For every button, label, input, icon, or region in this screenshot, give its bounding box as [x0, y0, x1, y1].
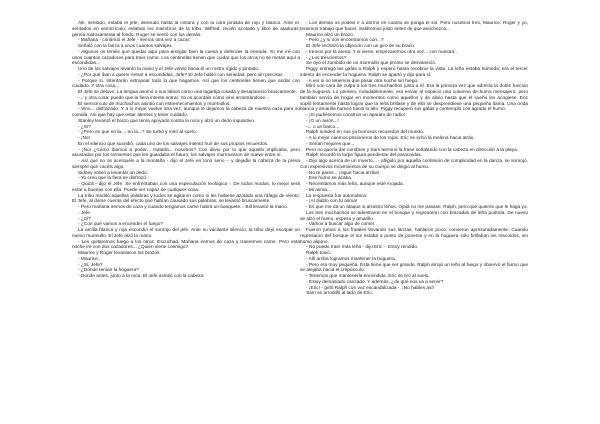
right-paragraph: - Estoy demasiado cansado. Y además, ¿de qué nos va a servir? [306, 279, 444, 285]
right-paragraph: La respuesta fue automática: [306, 193, 368, 199]
left-paragraph: En el silencio que sucedió, cada uno de los salvajes intentó huir de sus propios recuerdos. [78, 141, 269, 147]
right-paragraph: - Iremos por la arena. Y si viene, empezaremos otra vez... con nuestra... [306, 49, 459, 55]
right-paragraph: Ralph tosió. [306, 251, 332, 256]
right-paragraph: Sam se arrodilló al lado de Eric. [306, 291, 374, 297]
right-paragraph: - A lo mejor caemos prisioneros de los rojos. Eric se echó la melena hacia atrás. [306, 136, 475, 141]
left-paragraph: - ¿Sí? [78, 216, 91, 222]
left-text-column [72, 21, 300, 280]
right-paragraph: - Vamos a buscar algo de comer. [306, 222, 376, 228]
right-paragraph: - ¡Si pudiésemos construir un aparato de radio! [306, 113, 406, 118]
right-paragraph: - Los demás os podéis ir a dormir en cuanto se ponga el sol. Pero nosotros tres, Maurice, Roger y yo, tenemos trabajo que hacer. Saldremos justo antes de que anochezca... [300, 21, 528, 32]
left-paragraph: -... y otra cosa: puede que la fiera intente entrar. Ya os acordáis cómo vino arrastrándose... [78, 95, 269, 101]
left-paragraph: Sidney volvió a levantar un dedo. [78, 170, 148, 176]
left-paragraph: La tribu meditó aquellas palabras y todos se agitaron como si les hubiese azotado una ráfaga de viento. El Jefe, al darse cuenta del efecto que habían causado sus palabras, se levantó bruscamente. [72, 193, 300, 205]
left-paragraph: - Maurice... [78, 256, 102, 262]
left-paragraph: El semicírculo de muchachos asintió con estremecimientos y murmullos. [78, 101, 231, 107]
right-paragraph: Piggy entregó las gafas a Ralph y esperó hasta recobrar la vista. La leña estaba húmeda; era el tercer intento de encender la hoguera. Ralph se apartó y dijo para sí: [300, 67, 528, 78]
right-paragraph: - No te pares... ¡sigue hacia arriba! [306, 170, 380, 176]
left-paragraph: Maurice y Roger levantaron los brazos. [78, 251, 161, 256]
right-paragraph: - Tenemos que mantenerla encendida. Eric se tiró al suelo. [306, 274, 430, 279]
left-paragraph: - Algunos os tenéis que quedar aquí para arreglar bien la cueva y defender la entrada. Yo me iré con unos cuantos cazadores para traer carne. Los centinelas tienen que cuidar que los otros no se metan aquí a escondidas... [72, 49, 300, 67]
left-paragraph: El Jefe se detuvo. La lengua asomó a sus labios como una lagartija rosada y desapareció bruscamente. [78, 90, 297, 95]
left-paragraph: - Porque sí. Intentarán estropear todo lo que hagamos. Así que los centinelas tienen que andar con cuidado. Y otra cosa... [72, 78, 300, 90]
left-paragraph: - ¿Dónde tenían la hoguera? [78, 268, 139, 274]
left-paragraph: - Jefe. [78, 210, 92, 216]
left-paragraph: - Quizá - dijo el Jefe. Se enfrentaban con una especulación teológica -. De todos modos, lo mejor será estar a buenas con ella. Puede ser capaz de cualquier cosa. [72, 182, 300, 193]
right-paragraph: Se oyó el zumbido de un murmullo que pronto se desvaneció. [306, 61, 437, 67]
right-paragraph: - Serían mejores que... [306, 141, 355, 147]
right-paragraph: - Es que me da un ataque si arrastro leños. Ojalá no me pasase, Ralph, pero qué quieres que le haga yo. [306, 205, 528, 210]
left-paragraph: Señaló con la lanza a unos cuantos salvajes. [78, 44, 173, 49]
left-paragraph: - Donde antes, junto a la roca. El Jefe asintió con la cabeza. [78, 274, 205, 279]
left-paragraph: - Así que no os acerquéis a la montaña - dijo el Jefe en tono serio -, y dejadle la cabeza de la presa siempre que cacéis algo. [72, 159, 300, 170]
right-paragraph: -... o un barco... [306, 124, 340, 130]
right-paragraph: Maurice alzó un brazo. [306, 32, 355, 38]
left-paragraph: - Les quitaremos fuego a los otros. Escuchad. Mañana iremos de caza y traeremos carne. Pero esta noche iré con dos cazadores... ¿Quién viene conmigo? [72, 239, 300, 251]
right-paragraph: - ¡O un avión...! [306, 118, 339, 124]
left-paragraph: - Yo creo que la fiera se disfrazó. [78, 176, 148, 182]
right-paragraph: - Mi asma... [306, 187, 331, 193]
left-paragraph: Stanley levantó el brazo que tenía apoyado contra la roca y alzó un dedo inquisitivo. [78, 118, 256, 124]
right-paragraph: - Dijo algo acerca de un muerto... - afligido por aquella confesión de complicidad en la danza, se sonrojó. Con expresivos movimientos de su cuerpo se dirigió al humo. [300, 159, 528, 170]
right-paragraph: - ¡Al diablo con tu asma! [306, 199, 358, 205]
right-paragraph: Pero no quería dar nombres y Sam terminó la frase señalando con la cabeza en dirección a la playa. [306, 147, 519, 153]
left-paragraph: La arcilla blanca y roja escondió el sonrojo del jefe. Ante su vacilante silencio, la tribu dejó escapar un nuevo murmullo. El Jefe alzó la mano. [72, 228, 300, 239]
left-paragraph: Uno de los salvajes levantó la mano y el Jefe volvió hacia él un rostro rígido y pintado. [78, 67, 260, 72]
right-paragraph: - Allí arriba logramos mantener la hoguera. [306, 256, 397, 262]
right-paragraph: Ralph recordó la torpe figura pendiente del paracaídas. [306, 153, 423, 159]
left-paragraph: - ¿Por qué iban a querer entrar a escondidas, Jefe? El Jefe habló con seriedad, pero sin precisar: [78, 72, 284, 78]
right-paragraph: El Jefe rechazó la objeción con un giro de su brazo. [306, 44, 416, 49]
right-paragraph: Fueron juntos a los frutales llevando sus lanzas; hablaron poco, comieron apresuradamente. Cuando regresaron del bosque el sol estaba a punto de ponerse y en la hoguera sólo brillaban los rescoldos, sin humo alguno. [300, 228, 528, 245]
left-paragraph: - ¿Pero es que no la..., no la...? Se turbó y miró al suelo. [78, 130, 198, 136]
left-paragraph: - ¿Sí? [78, 124, 91, 130]
right-paragraph: - Ese humo se acaba. [306, 176, 353, 182]
right-paragraph: Los tres muchachos se adentraron en el bosque y regresaron con brazadas de leña podrida. De nuevo se alzó el humo, espeso y amarillo. [300, 210, 528, 222]
right-paragraph: - ¿Los trescientos? [306, 55, 347, 61]
right-paragraph: Ralph sondeó en sus ya borrosos recuerdos del mundo. [306, 130, 425, 136]
right-paragraph: - Pero era muy pequeña. Ésta tiene que ser grande. Ralph arrojó un leño al fuego y observó el humo que se alejaba hacia el crepúsculo. [300, 262, 528, 274]
left-paragraph: - Vino... disfrazado. Y a lo mejor vuelve otra vez, aunque le dejamos la cabeza de nuestra caza para su comida. Así que hay que estar atentos y tener cuidado. [72, 107, 300, 118]
left-paragraph: - ¿Sí, Jefe? [78, 262, 103, 268]
right-paragraph: - A ver si no tenemos que pasar otra noche sin fuego. [306, 78, 419, 84]
left-paragraph: Allí, sentado, estaba el jefe, desnudo hasta la cintura y con la cara pintada de rojo y blanco. Ante él, sentados en semicírculo, estaban los miembros de la tribu. Wilfred, recién azotado y libre de ataduras, gemía ruidosamente al fondo. Roger se sentó con los demás. [72, 21, 300, 38]
left-paragraph: - Pero mañana iremos de caza y cuando tengamos carne habrá un banquete... Bill levantó la mano. [78, 205, 288, 210]
left-paragraph: - ¡No! ¿Cómo íbamos a poder... matarla... nosotros? Con alivio por lo que aquello implicaba, pero asustados por los tormentos que les guardaba el futuro, los salvajes murmuraron de nuevo entre sí. [72, 147, 300, 159]
right-paragraph: - Pero ¿y si nos encontramos con...? [306, 38, 384, 44]
right-text-column [300, 21, 528, 297]
left-paragraph: - ¡No! [78, 136, 90, 141]
right-paragraph: - No puedo traer más leña - dijo Eric -. Estoy rendido. [306, 245, 419, 251]
right-paragraph: - ¡Eric! - gritó Ralph con voz escandalizada -. ¡No hables así! [306, 285, 435, 291]
left-paragraph: - Mañana - continuó el Jefe - iremos otra vez a cazar. [78, 38, 191, 44]
left-paragraph: - ¿Con qué vamos a encender el fuego? [78, 222, 164, 228]
right-paragraph: Miró con cara de culpa a los tres muchachos junto a él. Era la primera vez que admitía la doble función de la hoguera. Lo primero, indudablemente, era enviar al espacio una columna de humo mensajero; pero también servía de hogar en momentos como aquellos y de alivio hasta que el sueño les acogiese. Eric sopló lentamente hasta lograr que la leña brillase y de ella se desprendiese una pequeña llama. Una onda blanca y amarilla humeó hacia lo alto. Piggy recuperó sus gafas y contempló con agrado el humo. [300, 84, 528, 113]
right-paragraph: - Necesitamos más leña, aunque esté mojada. [306, 182, 404, 187]
